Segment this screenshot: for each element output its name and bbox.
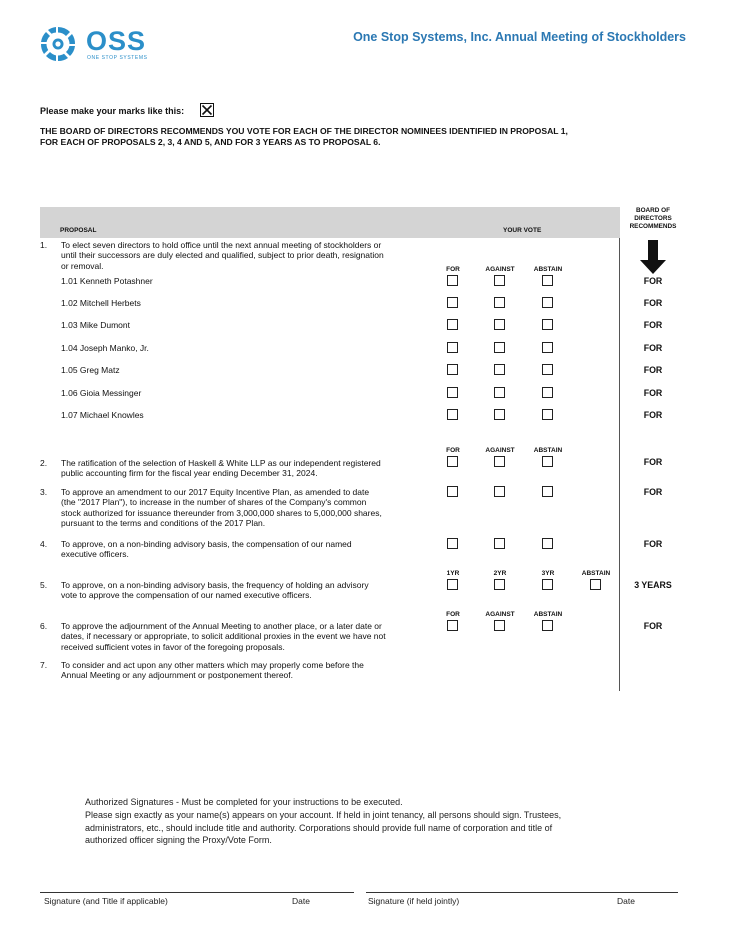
board-recommendation-line: FOR EACH OF PROPOSALS 2, 3, 4 AND 5, AND FOR 3 YEARS AS TO PROPOSAL 6. (40, 137, 381, 147)
proposal-text-line: To consider and act upon any other matters which may properly come before the (61, 660, 364, 670)
for-column-label: FOR (446, 447, 460, 454)
nominee-name: 1.02 Mitchell Herbets (61, 298, 141, 308)
board-recommendation-line: THE BOARD OF DIRECTORS RECOMMENDS YOU VOTE FOR EACH OF THE DIRECTOR NOMINEES IDENTIFIED IN PROPOSAL 1, (40, 126, 568, 136)
proposal-text-line: To elect seven directors to hold office until the next annual meeting of stockholders or (61, 240, 382, 250)
authorized-signatures-note (85, 796, 645, 847)
board-recommends-header (620, 207, 686, 238)
proposal-6-against-checkbox[interactable] (494, 620, 505, 631)
nominee-name: 1.04 Joseph Manko, Jr. (61, 343, 149, 353)
board-recommends-header-line: BOARD OF (635, 207, 671, 214)
oss-logo-icon (39, 25, 77, 63)
proposal-number: 2. (40, 458, 48, 468)
down-arrow-icon (640, 240, 666, 274)
against-column-label: AGAINST (485, 447, 515, 454)
against-column-label: AGAINST (485, 611, 515, 618)
proposal-2-against-checkbox[interactable] (494, 456, 505, 467)
proposal-text-line: stock authorized for issuance thereunder from 3,000,000 shares to 5,000,000 shares, (61, 507, 382, 518)
nominee-abstain-checkbox[interactable] (542, 387, 553, 398)
proposal-text-line: received sufficient votes in favor of the foregoing proposals. (61, 641, 285, 652)
proposal-text (61, 660, 364, 681)
nominee-abstain-checkbox[interactable] (542, 409, 553, 420)
proposal-4-against-checkbox[interactable] (494, 538, 505, 549)
proposal-text (61, 621, 386, 652)
proposal-text-line: To approve an amendment to our 2017 Equity Incentive Plan, as amended to date (61, 487, 370, 497)
proposal-6-abstain-checkbox[interactable] (542, 620, 553, 631)
proposal-text-line: or removal. (61, 260, 104, 271)
signature-label: Signature (and Title if applicable) (44, 896, 168, 906)
proposal-2-for-checkbox[interactable] (447, 456, 458, 467)
signature-line-1[interactable] (40, 892, 354, 893)
nominee-recommendation: FOR (643, 298, 663, 308)
proposal-text-line: Annual Meeting or any adjournment or postponement thereof. (61, 670, 294, 681)
abstain-column-label: ABSTAIN (581, 570, 611, 577)
proposal-number: 7. (40, 660, 48, 670)
proposal-text-line: dates, if necessary or appropriate, to solicit additional proxies in the event we have not (61, 631, 386, 642)
x-mark-icon (201, 104, 213, 116)
proposal-6-for-checkbox[interactable] (447, 620, 458, 631)
two-year-column-label: 2YR (493, 570, 507, 577)
logo-subtext: ONE STOP SYSTEMS (87, 55, 148, 61)
company-logo (39, 25, 77, 68)
board-recommends-header-line: DIRECTORS (634, 215, 672, 222)
nominee-for-checkbox[interactable] (447, 364, 458, 375)
nominee-name: 1.01 Kenneth Potashner (61, 276, 153, 286)
proposal-3-recommendation: FOR (643, 487, 663, 497)
nominee-against-checkbox[interactable] (494, 387, 505, 398)
proposal-5-3yr-checkbox[interactable] (542, 579, 553, 590)
date-label: Date (617, 896, 635, 906)
abstain-column-label: ABSTAIN (533, 611, 563, 618)
joint-signature-label: Signature (if held jointly) (368, 896, 460, 906)
nominee-recommendation: FOR (643, 276, 663, 286)
sample-mark-box (200, 103, 214, 117)
signature-line-2[interactable] (366, 892, 678, 893)
nominee-abstain-checkbox[interactable] (542, 297, 553, 308)
proposal-text (61, 240, 384, 271)
proposal-5-recommendation: 3 YEARS (634, 580, 672, 590)
proposal-5-1yr-checkbox[interactable] (447, 579, 458, 590)
date-label: Date (292, 896, 310, 906)
proposal-text-line: To approve, on a non-binding advisory basis, the frequency of holding an advisory (61, 580, 369, 590)
nominee-for-checkbox[interactable] (447, 342, 458, 353)
proposal-number: 6. (40, 621, 48, 631)
marks-instruction: Please make your marks like this: (40, 106, 185, 116)
nominee-for-checkbox[interactable] (447, 387, 458, 398)
nominee-against-checkbox[interactable] (494, 319, 505, 330)
proposal-text (61, 458, 381, 479)
authorized-line: administrators, etc., should include title and authority. Corporations should provide full name of corporation and title of (85, 822, 553, 833)
proposal-number: 3. (40, 487, 48, 497)
proposal-text (61, 487, 382, 528)
nominee-against-checkbox[interactable] (494, 364, 505, 375)
abstain-column-label: ABSTAIN (533, 447, 563, 454)
proposal-number: 1. (40, 240, 48, 250)
board-recommends-header-line: RECOMMENDS (629, 223, 677, 230)
proposal-5-abstain-checkbox[interactable] (590, 579, 601, 590)
nominee-abstain-checkbox[interactable] (542, 319, 553, 330)
nominee-name: 1.06 Gioia Messinger (61, 388, 142, 398)
proposal-text-line: The ratification of the selection of Haskell & White LLP as our independent registered (61, 458, 381, 468)
proposal-text-line: executive officers. (61, 549, 129, 560)
proposal-text-line: To approve, on a non-binding advisory basis, the compensation of our named (61, 539, 352, 549)
nominee-against-checkbox[interactable] (494, 342, 505, 353)
nominee-name: 1.07 Michael Knowles (61, 410, 144, 420)
nominee-recommendation: FOR (643, 410, 663, 420)
abstain-column-label: ABSTAIN (533, 266, 563, 273)
proposal-column-header: PROPOSAL (60, 227, 97, 234)
board-recommendation (40, 126, 680, 148)
nominee-recommendation: FOR (643, 365, 663, 375)
proposal-number: 5. (40, 580, 48, 590)
authorized-line: authorized officer signing the Proxy/Vote Form. (85, 835, 272, 846)
nominee-against-checkbox[interactable] (494, 409, 505, 420)
proposal-3-for-checkbox[interactable] (447, 486, 458, 497)
proposal-text-line: until their successors are duly elected and qualified, subject to prior death, resignation (61, 250, 384, 261)
for-column-label: FOR (446, 266, 460, 273)
logo-wordmark: OSS (86, 26, 147, 56)
your-vote-column-header: YOUR VOTE (503, 227, 542, 234)
proposal-4-abstain-checkbox[interactable] (542, 538, 553, 549)
proposal-2-recommendation: FOR (643, 457, 663, 467)
proposal-2-abstain-checkbox[interactable] (542, 456, 553, 467)
proposal-text (61, 580, 369, 601)
nominee-abstain-checkbox[interactable] (542, 364, 553, 375)
nominee-recommendation: FOR (643, 343, 663, 353)
authorized-line: Please sign exactly as your name(s) appears on your account. If held in joint tenancy, all persons should sign. Trustees, (85, 809, 562, 820)
nominee-for-checkbox[interactable] (447, 409, 458, 420)
proposal-text-line: vote to approve the compensation of our named executive officers. (61, 590, 312, 601)
nominee-for-checkbox[interactable] (447, 319, 458, 330)
proposal-text (61, 539, 352, 560)
nominee-recommendation: FOR (643, 320, 663, 330)
proposal-3-abstain-checkbox[interactable] (542, 486, 553, 497)
nominee-name: 1.05 Greg Matz (61, 365, 120, 375)
nominee-for-checkbox[interactable] (447, 275, 458, 286)
proposal-3-against-checkbox[interactable] (494, 486, 505, 497)
for-column-label: FOR (446, 611, 460, 618)
proposal-6-recommendation: FOR (643, 621, 663, 631)
nominee-for-checkbox[interactable] (447, 297, 458, 308)
proposal-4-for-checkbox[interactable] (447, 538, 458, 549)
proposal-text-line: To approve the adjournment of the Annual Meeting to another place, or a later date or (61, 621, 382, 631)
nominee-against-checkbox[interactable] (494, 275, 505, 286)
authorized-line: Authorized Signatures - Must be completed for your instructions to be executed. (85, 797, 403, 807)
three-year-column-label: 3YR (541, 570, 555, 577)
nominee-against-checkbox[interactable] (494, 297, 505, 308)
proposal-text-line: public accounting firm for the fiscal year ending December 31, 2024. (61, 468, 318, 479)
nominee-abstain-checkbox[interactable] (542, 275, 553, 286)
one-year-column-label: 1YR (446, 570, 460, 577)
proposal-5-2yr-checkbox[interactable] (494, 579, 505, 590)
proposal-text-line: pursuant to the terms and conditions of the 2017 Plan. (61, 517, 266, 528)
nominee-abstain-checkbox[interactable] (542, 342, 553, 353)
against-column-label: AGAINST (485, 266, 515, 273)
proposal-4-recommendation: FOR (643, 539, 663, 549)
nominee-name: 1.03 Mike Dumont (61, 320, 130, 330)
nominee-recommendation: FOR (643, 388, 663, 398)
proposal-number: 4. (40, 539, 48, 549)
page-title: One Stop Systems, Inc. Annual Meeting of Stockholders (353, 30, 686, 44)
proposal-text-line: (the "2017 Plan"), to increase in the number of shares of the Company's common (61, 497, 367, 508)
